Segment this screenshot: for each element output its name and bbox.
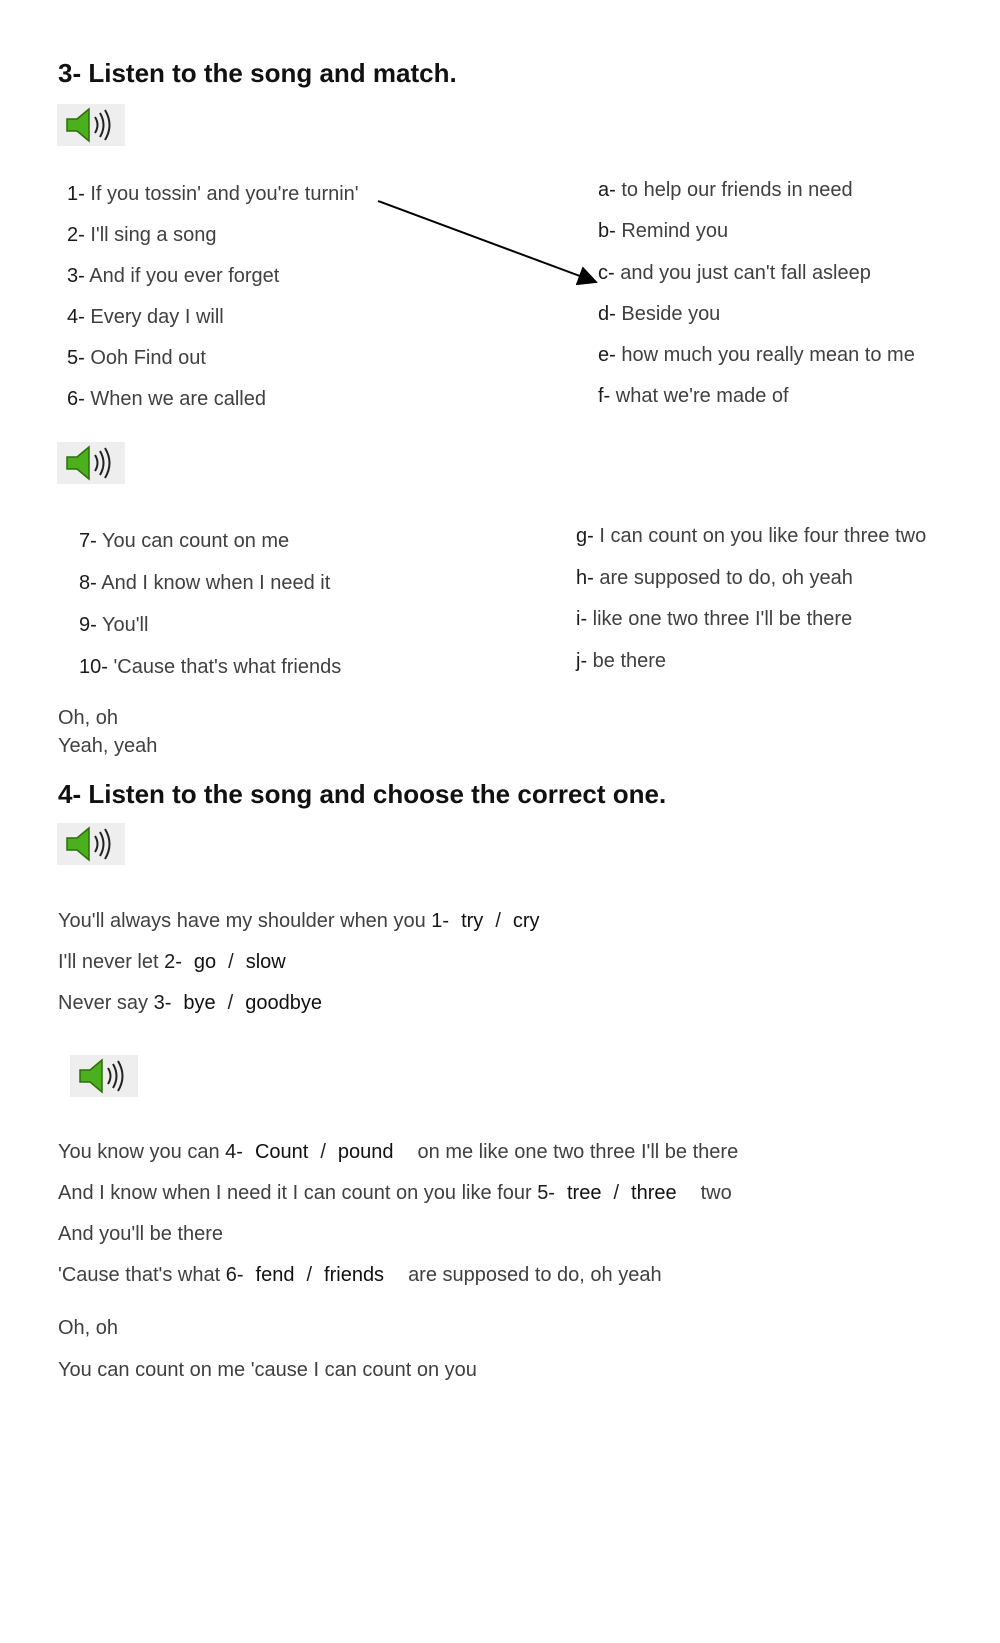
choice-line-1: You'll always have my shoulder when you 1- try / cry [58, 910, 540, 932]
lyric-line-plain: And you'll be there [58, 1223, 224, 1245]
option-goodbye[interactable]: goodbye [245, 992, 322, 1014]
option-slow[interactable]: slow [245, 951, 286, 973]
match-option-j: j- be there [576, 650, 667, 672]
option-fend[interactable]: fend [255, 1264, 295, 1286]
option-pound[interactable]: pound [337, 1141, 394, 1163]
option-cry[interactable]: cry [512, 910, 540, 932]
match-option-c: c- and you just can't fall asleep [598, 262, 871, 284]
option-try[interactable]: try [461, 910, 484, 932]
audio-button-4[interactable] [70, 1055, 138, 1097]
speaker-icon [65, 445, 117, 481]
speaker-icon [65, 826, 117, 862]
match-option-a: a- to help our friends in need [598, 179, 853, 201]
match-item-6: 6- When we are called [67, 388, 266, 410]
match-item-1: 1- If you tossin' and you're turnin' [67, 183, 359, 205]
outro-line-2: Yeah, yeah [58, 735, 158, 757]
match-item-3: 3- And if you ever forget [67, 265, 280, 287]
section3-heading: 3- Listen to the song and match. [58, 58, 457, 88]
choice-line-3: Never say 3- bye / goodbye [58, 992, 322, 1014]
option-count[interactable]: Count [254, 1141, 309, 1163]
option-three[interactable]: three [631, 1182, 677, 1204]
match-item-10: 10- 'Cause that's what friends [79, 656, 342, 678]
outro-line-1: Oh, oh [58, 707, 119, 729]
match-item-8: 8- And I know when I need it [79, 572, 331, 594]
match-item-7: 7- You can count on me [79, 530, 290, 552]
outro-line-3: Oh, oh [58, 1317, 119, 1339]
match-option-b: b- Remind you [598, 220, 729, 242]
choice-line-5: And I know when I need it I can count on you like four 5- tree / three two [58, 1182, 732, 1204]
option-friends[interactable]: friends [324, 1264, 385, 1286]
match-item-4: 4- Every day I will [67, 306, 224, 328]
audio-button-3[interactable] [57, 823, 125, 865]
choice-line-2: I'll never let 2- go / slow [58, 951, 286, 973]
section4-heading: 4- Listen to the song and choose the correct one. [58, 779, 667, 809]
option-bye[interactable]: bye [183, 992, 216, 1014]
match-item-2: 2- I'll sing a song [67, 224, 217, 246]
option-tree[interactable]: tree [566, 1182, 602, 1204]
choice-line-6: 'Cause that's what 6- fend / friends are supposed to do, oh yeah [58, 1264, 662, 1286]
audio-button-2[interactable] [57, 442, 125, 484]
choice-line-4: You know you can 4- Count / pound on me like one two three I'll be there [58, 1141, 739, 1163]
match-option-i: i- like one two three I'll be there [576, 608, 853, 630]
example-arrow-icon [0, 0, 1000, 300]
match-item-9: 9- You'll [79, 614, 149, 636]
option-go[interactable]: go [193, 951, 217, 973]
match-option-e: e- how much you really mean to me [598, 344, 915, 366]
speaker-icon [78, 1058, 130, 1094]
match-option-f: f- what we're made of [598, 385, 789, 407]
match-option-g: g- I can count on you like four three two [576, 525, 927, 547]
match-item-5: 5- Ooh Find out [67, 347, 206, 369]
match-option-h: h- are supposed to do, oh yeah [576, 567, 853, 589]
match-option-d: d- Beside you [598, 303, 721, 325]
outro-line-4: You can count on me 'cause I can count on you [58, 1359, 477, 1381]
